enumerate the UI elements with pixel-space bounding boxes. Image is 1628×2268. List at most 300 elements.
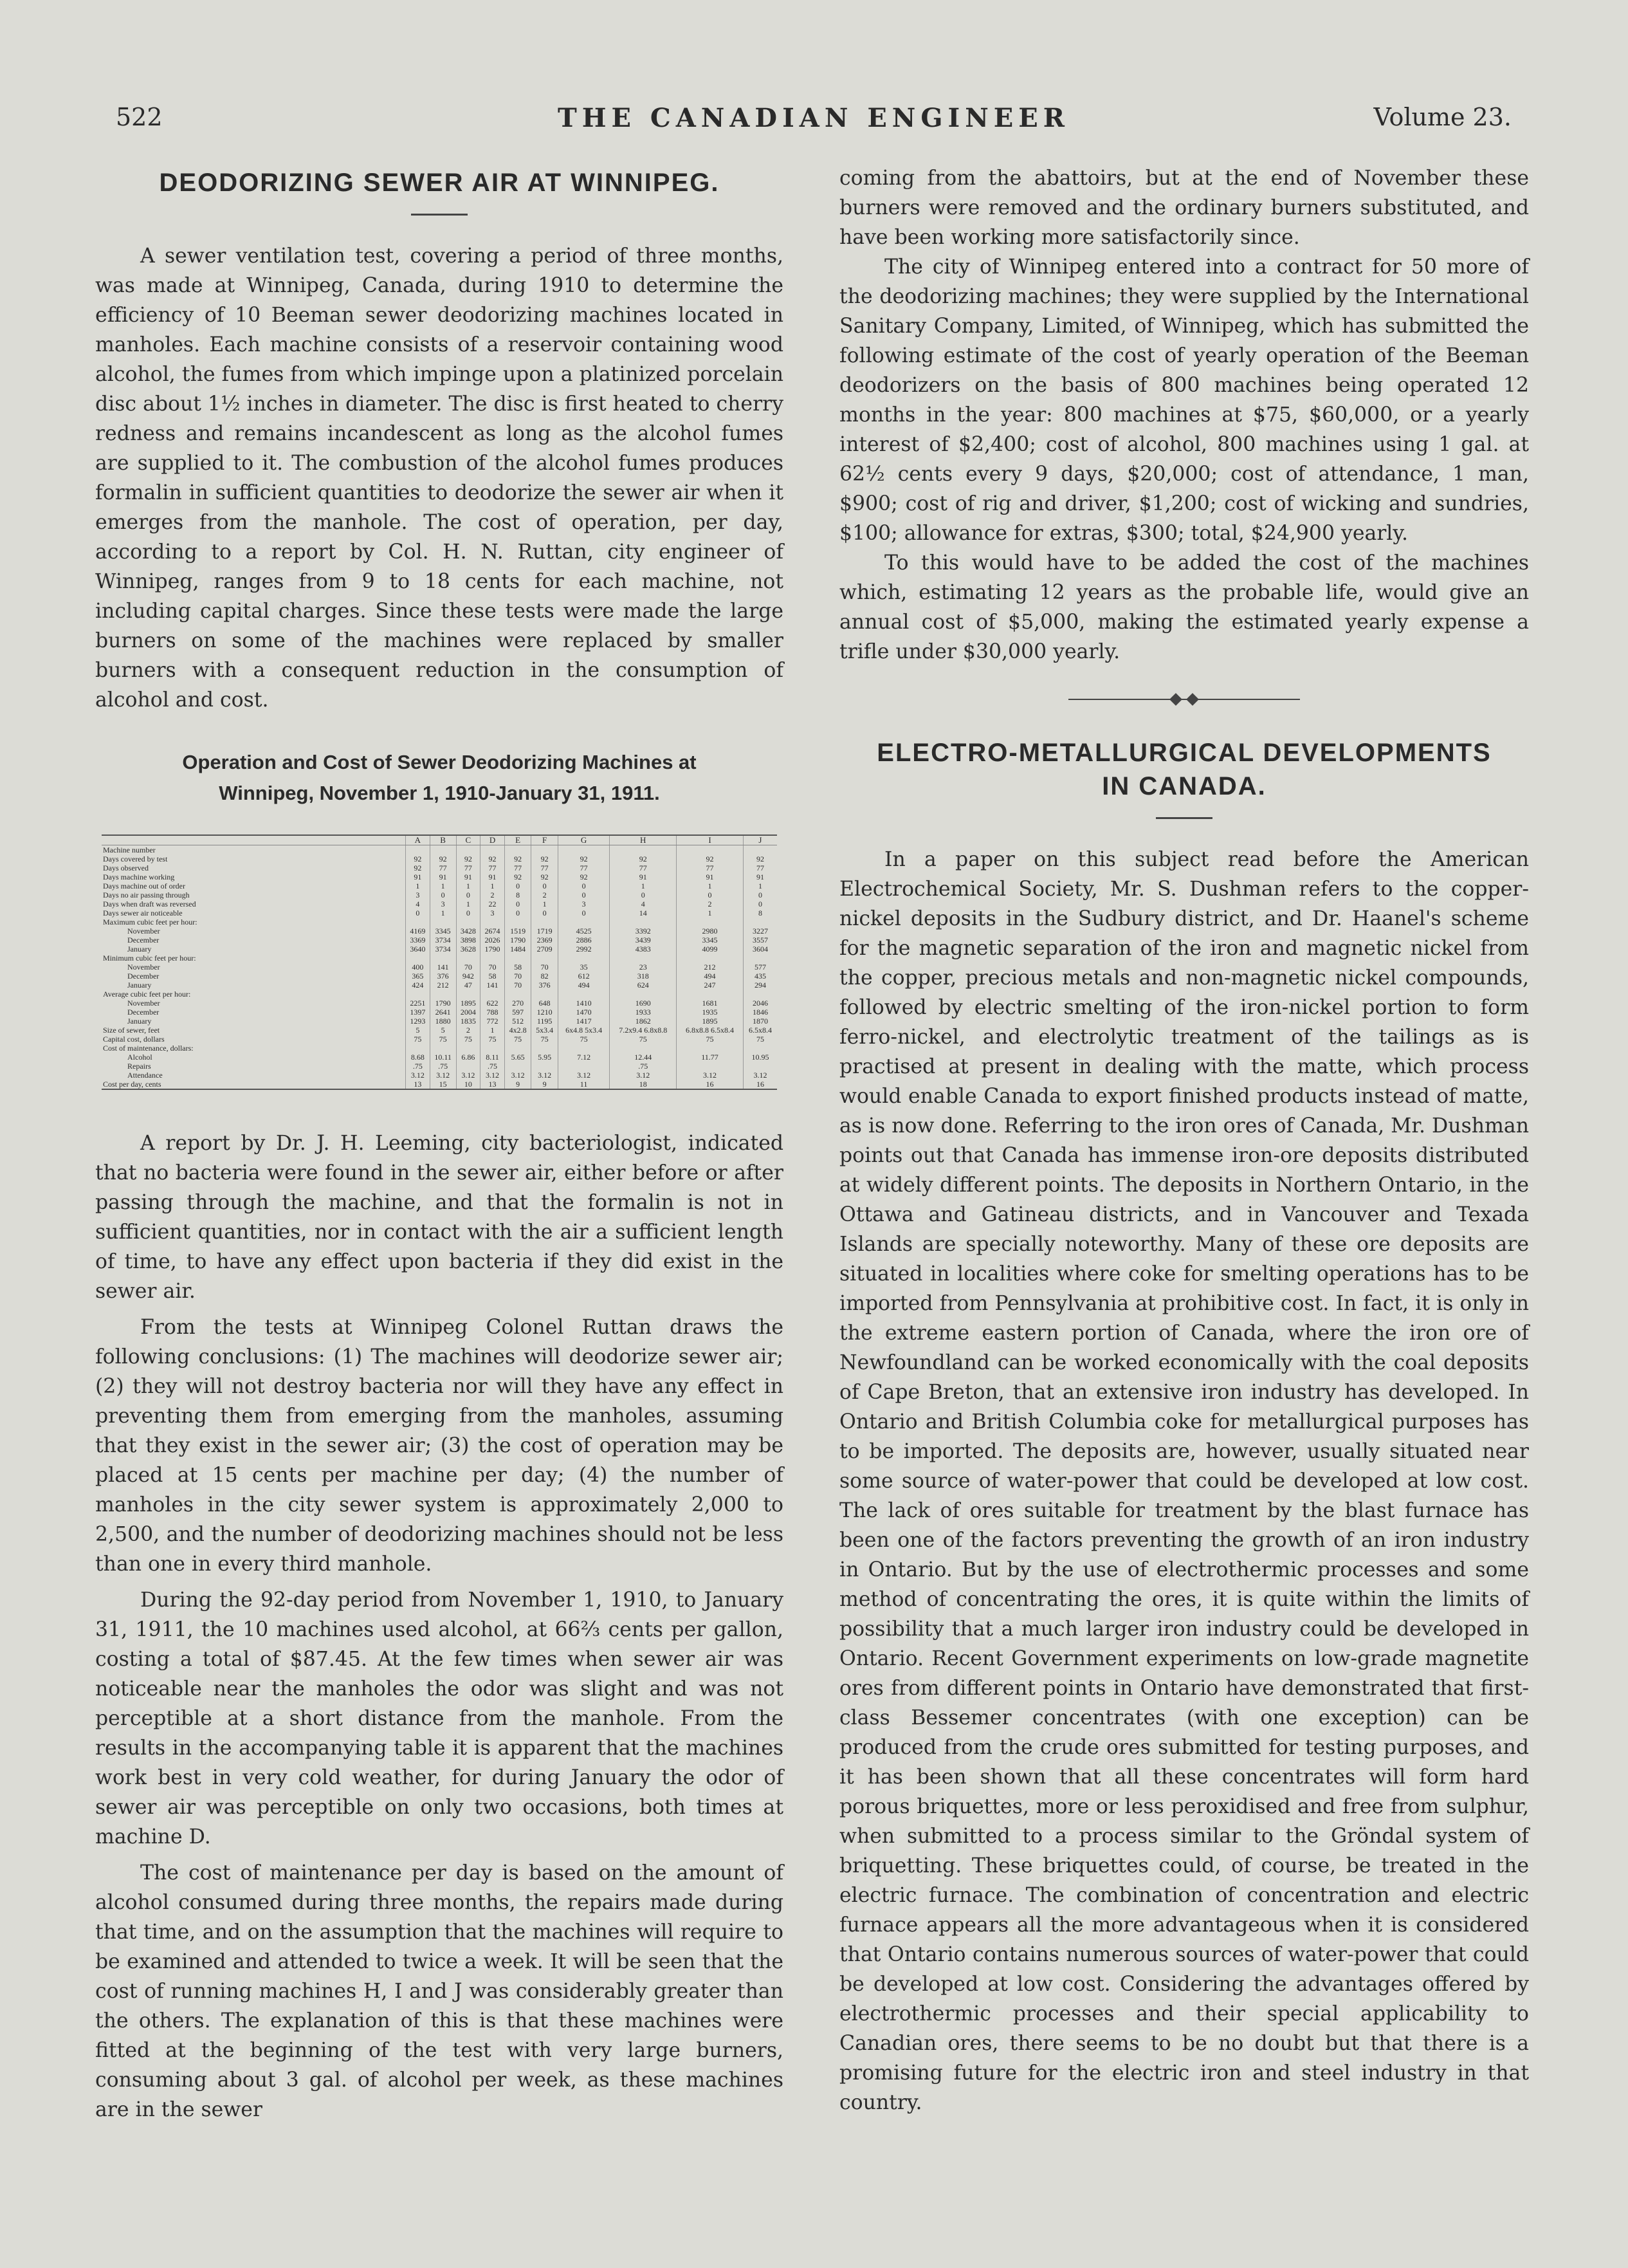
table-cell: 77 <box>480 863 505 872</box>
table-row <box>102 1071 777 1080</box>
table-cell: 77 <box>610 863 677 872</box>
table-cell: 2369 <box>531 936 558 945</box>
table-cell: 0 <box>406 908 430 917</box>
table-cell: 0 <box>558 881 609 890</box>
right-column <box>839 163 1529 2117</box>
ornament-line <box>1068 699 1300 700</box>
table-cell <box>456 1062 480 1071</box>
table-cell: 3.12 <box>456 1071 480 1080</box>
table-cell: 0 <box>677 890 744 899</box>
table-cell: 3557 <box>743 936 777 945</box>
table-cell: 8 <box>504 890 531 899</box>
table-cell: 3628 <box>456 945 480 954</box>
table-cell: 1397 <box>406 1008 430 1017</box>
table-cell <box>456 845 480 855</box>
table-cell: 77 <box>677 863 744 872</box>
table-cell: 1846 <box>743 1008 777 1017</box>
table-cell: 577 <box>743 963 777 972</box>
table-column-header: C <box>456 835 480 845</box>
table-cell: 1293 <box>406 1017 430 1026</box>
table-row-label: November <box>127 999 160 1008</box>
table-cell: 6.8x8.8 6.5x8.4 <box>677 1026 744 1035</box>
table-cell: 91 <box>430 872 456 881</box>
table-cell: 0 <box>610 890 677 899</box>
table-cell <box>504 1062 531 1071</box>
table-cell <box>430 954 456 963</box>
table-cell: 75 <box>480 1035 505 1044</box>
table-cell <box>504 845 531 855</box>
table-column-header: J <box>743 835 777 845</box>
table-cell: 772 <box>480 1017 505 1026</box>
title-rule <box>411 214 468 216</box>
article-paragraph-continued: coming from the abattoirs, but at the end of November these burners were removed and the ordinary burners substituted, and have been working more satisfactorily since. <box>839 167 1529 249</box>
table-cell <box>743 990 777 999</box>
table-row-label: December <box>127 1008 160 1017</box>
paragraph-gap <box>95 1852 783 1858</box>
table-cell: 624 <box>610 981 677 990</box>
table-row <box>102 917 777 927</box>
table-wrapper <box>102 834 777 1090</box>
table-cell: 3734 <box>430 936 456 945</box>
table-cell: 92 <box>406 863 430 872</box>
table-cell <box>677 1062 744 1071</box>
table-cell: 75 <box>743 1035 777 1044</box>
table-cell: 75 <box>430 1035 456 1044</box>
table-cell: 92 <box>610 854 677 863</box>
table-cell: 3.12 <box>531 1071 558 1080</box>
table-cell <box>677 917 744 927</box>
table-cell: 6.5x8.4 <box>743 1026 777 1035</box>
table-row <box>102 963 777 972</box>
table-cell: 70 <box>480 963 505 972</box>
table-cell: 648 <box>531 999 558 1008</box>
table-cell: 75 <box>456 1035 480 1044</box>
table-cell: 82 <box>531 972 558 981</box>
table-row-label: Days observed <box>103 863 149 872</box>
table-cell: 2709 <box>531 945 558 954</box>
table-cell <box>743 917 777 927</box>
left-column <box>95 166 783 2125</box>
table-cell <box>677 954 744 963</box>
article-title-line: ELECTRO-METALLURGICAL DEVELOPMENTS <box>877 739 1492 767</box>
table-cell: 3428 <box>456 927 480 936</box>
table-row-label: Days machine out of order <box>103 881 185 890</box>
page-number: 522 <box>116 103 163 131</box>
article-title-line: IN CANADA. <box>1102 772 1267 800</box>
table-row-label: Machine number <box>103 845 156 854</box>
table-cell: 11.77 <box>677 1053 744 1062</box>
table-cell <box>531 990 558 999</box>
table-cell: 141 <box>480 981 505 990</box>
article-title-sewer: DEODORIZING SEWER AIR AT WINNIPEG. <box>159 169 720 197</box>
table-cell: 3898 <box>456 936 480 945</box>
table-cell: 0 <box>456 890 480 899</box>
table-cell: 5.95 <box>531 1053 558 1062</box>
table-row-label: January <box>127 945 152 954</box>
article-paragraph: A sewer ventilation test, covering a period of three months, was made at Winnipeg, Canada, during 1910 to determine the efficiency of 10 Beeman sewer deodorizing machines located in manholes. Each machine consists of a reservoir containing wood alcohol, the fumes from which impinge upon a platinized porcelain disc about 1½ inches in diameter. The disc is first heated to cherry redness and remains incandescent as long as the alcohol fumes are supplied to it. The combustion of the alcohol fumes produces formalin in sufficient quantities to deodorize the sewer air when it emerges from the manhole. The cost of operation, per day, according to a report by Col. H. N. Ruttan, city engineer of Winnipeg, ranges from 9 to 18 cents for each machine, not including capital charges. Since these tests were made the large burners on some of the machines were replaced by smaller burners with a consequent reduction in the consumption of alcohol and cost. <box>95 244 783 712</box>
table-title-line: Operation and Cost of Sewer Deodorizing Machines at <box>182 751 697 773</box>
table-row-label: Days covered by test <box>103 854 168 863</box>
table-cell: 3.12 <box>504 1071 531 1080</box>
table-cell <box>531 845 558 855</box>
table-row <box>102 927 777 936</box>
table-cell: 400 <box>406 963 430 972</box>
table-cell: 1470 <box>558 1008 609 1017</box>
table-body <box>102 845 777 1090</box>
table-row <box>102 881 777 890</box>
table-cell <box>430 990 456 999</box>
table-row <box>102 845 777 855</box>
table-cell: 212 <box>677 963 744 972</box>
table-cell: 1 <box>743 881 777 890</box>
table-cell <box>558 990 609 999</box>
table-cell: 1 <box>677 881 744 890</box>
table-row-label: November <box>127 963 160 972</box>
table-title <box>95 747 783 809</box>
table-cell: 1 <box>430 881 456 890</box>
table-cell: 77 <box>504 863 531 872</box>
table-row-label: December <box>127 972 160 981</box>
table-column-header: F <box>531 835 558 845</box>
table-cell: 5x3.4 <box>531 1026 558 1035</box>
table-cell: 1719 <box>531 927 558 936</box>
table-cell: 75 <box>610 1035 677 1044</box>
table-row <box>102 945 777 954</box>
table-cell: 494 <box>677 972 744 981</box>
table-cell: 14 <box>610 908 677 917</box>
table-row-label: January <box>127 981 152 990</box>
table-cell <box>677 1044 744 1053</box>
table-cell <box>406 845 430 855</box>
table-cell <box>610 1044 677 1053</box>
table-cell: 1 <box>480 881 505 890</box>
table-cell: 0 <box>743 899 777 908</box>
table-cell: 1862 <box>610 1017 677 1026</box>
table-cell: 77 <box>558 863 609 872</box>
table-cell: 3.12 <box>743 1071 777 1080</box>
table-row <box>102 872 777 881</box>
table-cell: 612 <box>558 972 609 981</box>
table-cell: 0 <box>504 881 531 890</box>
table-cell: 16 <box>677 1080 744 1089</box>
table-cell: 4169 <box>406 927 430 936</box>
table-cell: 435 <box>743 972 777 981</box>
table-cell <box>456 990 480 999</box>
table-cell: 1935 <box>677 1008 744 1017</box>
table-cell: 3.12 <box>430 1071 456 1080</box>
table-cell: 2046 <box>743 999 777 1008</box>
table-cell: 2641 <box>430 1008 456 1017</box>
table-row <box>102 1035 777 1044</box>
table-cell <box>430 845 456 855</box>
table-cell <box>558 845 609 855</box>
table-cell: 11 <box>558 1080 609 1089</box>
table-cell: 6x4.8 5x3.4 <box>558 1026 609 1035</box>
section-ornament <box>1068 695 1300 704</box>
table-cell: 2886 <box>558 936 609 945</box>
table-cell: 9 <box>504 1080 531 1089</box>
table-cell <box>531 917 558 927</box>
table-row-label: Maximum cubic feet per hour: <box>103 917 197 927</box>
table-cell: 3.12 <box>480 1071 505 1080</box>
table-cell <box>743 954 777 963</box>
table-header-blank <box>102 835 406 845</box>
table-cell: 77 <box>531 863 558 872</box>
table-cell: 247 <box>677 981 744 990</box>
table-column-header: A <box>406 835 430 845</box>
table-cell: 1 <box>456 899 480 908</box>
table-cell: 3734 <box>430 945 456 954</box>
table-row <box>102 899 777 908</box>
table-cell: 70 <box>531 963 558 972</box>
table-cell: 0 <box>430 890 456 899</box>
table-row-label: Size of sewer, feet <box>103 1026 160 1035</box>
table-cell: 7.2x9.4 6.8x8.8 <box>610 1026 677 1035</box>
table-row-label: Cost per day, cents <box>103 1080 161 1089</box>
table-cell: 0 <box>558 908 609 917</box>
table-cell: 424 <box>406 981 430 990</box>
table-cell: 70 <box>504 972 531 981</box>
table-cell: 622 <box>480 999 505 1008</box>
table-cell: 91 <box>456 872 480 881</box>
ornament-diamond <box>1186 693 1199 706</box>
table-cell <box>558 917 609 927</box>
table-cell: .75 <box>430 1062 456 1071</box>
table-cell <box>430 1044 456 1053</box>
table-cell: 1835 <box>456 1017 480 1026</box>
article-paragraph: In a paper on this subject read before the American Electrochemical Society, Mr. S. Dushman refers to the copper-nickel deposits in the Sudbury district, and Dr. Haanel's scheme for the magnetic separation of the iron and magnetic nickel from the copper, precious metals and non-magnetic nickel compounds, followed by electric smelting of the iron-nickel portion to form ferro-nickel, and electrolytic treatment of the tailings as is practised at present in dealing with the matte, which process would enable Canada to export finished products instead of matte, as is now done. Referring to the iron ores of Canada, Mr. Dushman points out that Canada has immense iron-ore deposits distributed at widely different points. The deposits in Northern Ontario, in the Ottawa and Gatineau districts, and in Vancouver and Texada Islands are specially noteworthy. Many of these ore deposits are situated in localities where coke for smelting operations has to be imported from Pennsylvania at prohibitive cost. In fact, it is only in the extreme eastern portion of Canada, where the iron ore of Newfoundland can be worked economically with the coal deposits of Cape Breton, that an extensive iron industry has developed. In Ontario and British Columbia coke for metallurgical purposes has to be imported. The deposits are, however, usually situated near some source of water-power that could be developed at low cost. The lack of ores suitable for treatment by the blast furnace has been one of the factors preventing the growth of an iron industry in Ontario. But by the use of electrothermic processes and some method of concentrating the ores, it is quite within the limits of possibility that a much larger iron industry could be developed in Ontario. Recent Government experiments on low-grade magnetite ores from different points in Ontario have demonstrated that first-class Bessemer concentrates (with one exception) can be produced from the crude ores submitted for testing purposes, and it has been shown that all these concentrates will form hard porous briquettes, more or less peroxidised and free from sulphur, when submitted to a process similar to the Gröndal system of briquetting. These briquettes could, of course, be treated in the electric furnace. The combination of concentration and electric furnace appears all the more advantageous when it is considered that Ontario contains numerous sources of water-power that could be developed at low cost. Considering the advantages offered by electrothermic processes and their special applicability to Canadian ores, there seems to be no doubt but that there is a promising future for the electric iron and steel industry in that country. <box>839 848 1529 2114</box>
table-cell: 1895 <box>677 1017 744 1026</box>
table-cell: 1 <box>430 908 456 917</box>
table-row-label: Repairs <box>127 1062 151 1071</box>
table-cell: 1417 <box>558 1017 609 1026</box>
table-cell: 3 <box>480 908 505 917</box>
table-cell: 1 <box>456 881 480 890</box>
table-row-label: January <box>127 1017 152 1026</box>
table-cell <box>743 1062 777 1071</box>
table-cell <box>531 1062 558 1071</box>
table-cell: 35 <box>558 963 609 972</box>
table-cell: 788 <box>480 1008 505 1017</box>
table-cell: 75 <box>406 1035 430 1044</box>
table-cell <box>406 990 430 999</box>
table-cell: 3604 <box>743 945 777 954</box>
table-cell <box>504 1044 531 1053</box>
table-cell: 92 <box>406 854 430 863</box>
table-cell: 3227 <box>743 927 777 936</box>
table-cell: 12.44 <box>610 1053 677 1062</box>
table-cell <box>406 917 430 927</box>
table-cell: 512 <box>504 1017 531 1026</box>
table-cell: 0 <box>456 908 480 917</box>
table-cell: 5.65 <box>504 1053 531 1062</box>
table-cell: 2 <box>677 899 744 908</box>
table-column-header: B <box>430 835 456 845</box>
table-row <box>102 954 777 963</box>
machines-table <box>102 834 777 1090</box>
table-cell: 0 <box>504 899 531 908</box>
table-cell <box>480 954 505 963</box>
table-spacer <box>95 1090 783 1129</box>
table-cell: 91 <box>610 872 677 881</box>
table-cell <box>558 1044 609 1053</box>
title-rule <box>1156 817 1212 819</box>
table-cell: 75 <box>558 1035 609 1044</box>
journal-title: THE CANADIAN ENGINEER <box>557 103 1070 133</box>
table-cell: 376 <box>430 972 456 981</box>
table-cell: 2004 <box>456 1008 480 1017</box>
table-cell: 2980 <box>677 927 744 936</box>
article-paragraph: The cost of maintenance per day is based on the amount of alcohol consumed during three months, the repairs made during that time, and on the assumption that the machines will require to be examined and attended to twice a week. It will be seen that the cost of running machines H, I and J was considerably greater than the others. The explanation of this is that these machines were fitted at the beginning of the test with very large burners, consuming about 3 gal. of alcohol per week, as these machines are in the sewer <box>95 1861 783 2121</box>
table-cell: 1 <box>406 881 430 890</box>
table-cell: 58 <box>504 963 531 972</box>
table-cell: 318 <box>610 972 677 981</box>
table-cell: 212 <box>430 981 456 990</box>
article-paragraph: A report by Dr. J. H. Leeming, city bacteriologist, indicated that no bacteria were found in the sewer air, either before or after passing through the machine, and that the formalin is not in sufficient quantities, nor in contact with the air a sufficient length of time, to have any effect upon bacteria if they did exist in the sewer air. <box>95 1132 783 1303</box>
table-cell: 3392 <box>610 927 677 936</box>
table-cell: 1880 <box>430 1017 456 1026</box>
table-row-label: Days when draft was reversed <box>103 899 196 908</box>
table-title-line: Winnipeg, November 1, 1910-January 31, 1911. <box>219 782 660 804</box>
table-cell <box>504 917 531 927</box>
table-cell: 494 <box>558 981 609 990</box>
table-cell <box>480 845 505 855</box>
table-cell <box>743 845 777 855</box>
table-cell: 270 <box>504 999 531 1008</box>
article-paragraph: From the tests at Winnipeg Colonel Ruttan draws the following conclusions: (1) The machines will deodorize sewer air; (2) they will not destroy bacteria nor will they have any effect in preventing them from emerging from the manholes, assuming that they exist in the sewer air; (3) the cost of operation may be placed at 15 cents per machine per day; (4) the number of manholes in the city sewer system is approximately 2,000 to 2,500, and the number of deodorizing machines should not be less than one in every third manhole. <box>95 1316 783 1576</box>
table-cell <box>677 990 744 999</box>
table-cell: 92 <box>430 854 456 863</box>
table-cell <box>480 917 505 927</box>
table-column-header: E <box>504 835 531 845</box>
article-paragraph: During the 92-day period from November 1, 1910, to January 31, 1911, the 10 machines used alcohol, at 66⅔ cents per gallon, costing a total of $87.45. At the few times when sewer air was noticeable near the manholes the odor was slight and was not perceptible at a short distance from the manhole. From the results in the accompanying table it is apparent that the machines work best in very cold weather, for during January the odor of sewer air was perceptible on only two occasions, both times at machine D. <box>95 1589 783 1849</box>
table-cell: 597 <box>504 1008 531 1017</box>
table-cell: 1195 <box>531 1017 558 1026</box>
table-cell: 3439 <box>610 936 677 945</box>
table-cell: 91 <box>743 872 777 881</box>
volume-label: Volume 23. <box>1373 103 1512 131</box>
table-row-label: Average cubic feet per hour: <box>103 990 191 999</box>
table-cell <box>677 845 744 855</box>
table-row <box>102 1062 777 1071</box>
table-cell <box>558 1062 609 1071</box>
table-cell: 92 <box>504 854 531 863</box>
table-row <box>102 981 777 990</box>
table-cell: 23 <box>610 963 677 972</box>
table-row <box>102 972 777 981</box>
table-cell: 2 <box>456 1026 480 1035</box>
table-cell: 5 <box>406 1026 430 1035</box>
table-cell: .75 <box>480 1062 505 1071</box>
table-column-header: H <box>610 835 677 845</box>
table-cell <box>558 954 609 963</box>
table-cell <box>456 917 480 927</box>
table-row-label: Capital cost, dollars <box>103 1035 165 1044</box>
table-cell: 1484 <box>504 945 531 954</box>
table-row <box>102 1053 777 1062</box>
table-cell <box>406 954 430 963</box>
table-cell: 1790 <box>480 945 505 954</box>
table-cell <box>504 954 531 963</box>
table-row <box>102 999 777 1008</box>
table-cell: 3.12 <box>677 1071 744 1080</box>
table-cell: 92 <box>558 872 609 881</box>
table-cell: 942 <box>456 972 480 981</box>
table-cell: 91 <box>406 872 430 881</box>
table-cell: 2251 <box>406 999 430 1008</box>
table-row <box>102 1080 777 1089</box>
table-cell: 75 <box>677 1035 744 1044</box>
table-row <box>102 1026 777 1035</box>
table-cell: 2 <box>480 890 505 899</box>
page-header <box>116 97 1512 148</box>
table-cell: 1690 <box>610 999 677 1008</box>
table-cell: 8.68 <box>406 1053 430 1062</box>
table-cell: 3 <box>430 899 456 908</box>
table-cell: 92 <box>531 872 558 881</box>
table-cell: 2026 <box>480 936 505 945</box>
table-cell: 1790 <box>504 936 531 945</box>
table-cell: 0 <box>504 908 531 917</box>
table-cell: 92 <box>504 872 531 881</box>
table-cell: 8 <box>743 908 777 917</box>
table-cell: 0 <box>743 890 777 899</box>
table-cell: 7.12 <box>558 1053 609 1062</box>
table-cell: 3.12 <box>610 1071 677 1080</box>
table-cell: 18 <box>610 1080 677 1089</box>
table-cell: 77 <box>456 863 480 872</box>
table-cell <box>531 1044 558 1053</box>
table-cell: 3 <box>558 899 609 908</box>
table-cell: 4099 <box>677 945 744 954</box>
table-cell: 0 <box>558 890 609 899</box>
table-cell: 8.11 <box>480 1053 505 1062</box>
table-cell: 1519 <box>504 927 531 936</box>
table-cell: 3345 <box>430 927 456 936</box>
paragraph-gap <box>95 1306 783 1313</box>
table-row-label: Cost of maintenance, dollars: <box>103 1044 194 1053</box>
table-cell: 13 <box>406 1080 430 1089</box>
table-row <box>102 1044 777 1053</box>
table-cell: 70 <box>504 981 531 990</box>
table-cell: 92 <box>558 854 609 863</box>
table-cell: 15 <box>430 1080 456 1089</box>
table-cell: 9 <box>531 1080 558 1089</box>
table-cell <box>480 1044 505 1053</box>
table-cell: 10.95 <box>743 1053 777 1062</box>
table-cell: 2992 <box>558 945 609 954</box>
table-cell: 1681 <box>677 999 744 1008</box>
table-cell: 3 <box>406 890 430 899</box>
table-row <box>102 854 777 863</box>
table-cell <box>610 845 677 855</box>
table-cell <box>480 990 505 999</box>
table-cell: 77 <box>743 863 777 872</box>
table-row <box>102 908 777 917</box>
table-cell: 92 <box>480 854 505 863</box>
article-paragraph: To this would have to be added the cost of the machines which, estimating 12 years as the probable life, would give an annual cost of $5,000, making the estimated yearly expense a trifle under $30,000 yearly. <box>839 551 1529 663</box>
table-cell: 1933 <box>610 1008 677 1017</box>
table-cell: 77 <box>430 863 456 872</box>
table-cell: .75 <box>406 1062 430 1071</box>
table-cell: 92 <box>743 854 777 863</box>
table-row-label: Attendance <box>127 1071 163 1080</box>
table-cell: 1 <box>531 899 558 908</box>
table-cell: 47 <box>456 981 480 990</box>
table-cell <box>610 917 677 927</box>
table-row-label: Days no air passing through <box>103 890 190 899</box>
table-row-label: December <box>127 936 160 945</box>
